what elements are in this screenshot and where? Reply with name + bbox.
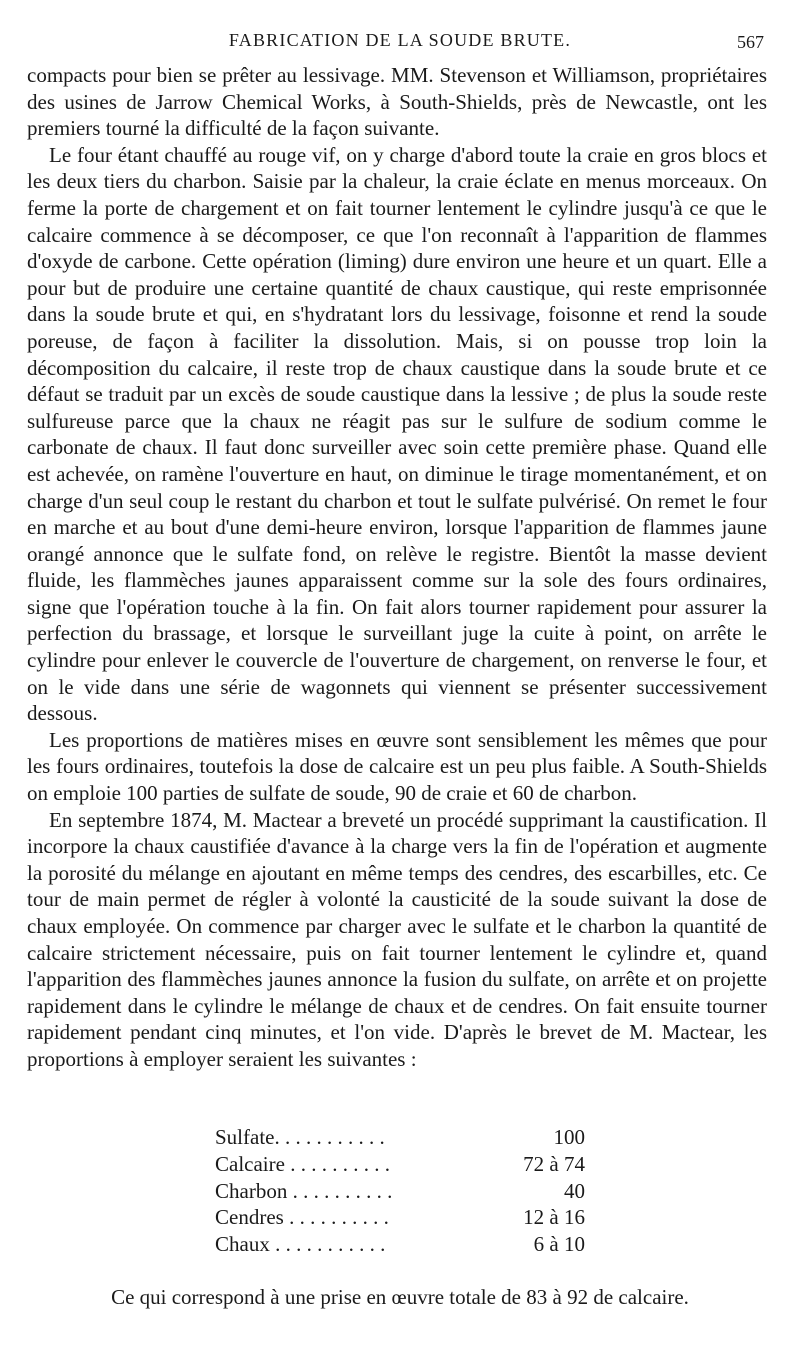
running-title: FABRICATION DE LA SOUDE BRUTE. bbox=[228, 30, 572, 50]
table-row bbox=[215, 1204, 585, 1231]
paragraph: Le four étant chauffé au rouge vif, on y charge d'abord toute la craie en gros blocs et les deux tiers du charbon. Saisie par la chaleur, la craie éclate en menus morceaux. On ferme la porte de chargement et on fait tourner lentement le cylindre jusqu'à ce que le calcaire commence à se décomposer, ce que l'on reconnaît à l'apparition de flammes d'oxyde de carbone. Cette opération (liming) dure environ une heure et un quart. Elle a pour but de produire une certaine quantité de chaux caustique, qui reste emprisonnée dans la soude brute et qui, en s'hydratant lors du lessivage, foisonne et rend la soude poreuse, de façon à faciliter la dissolution. Mais, si on pousse trop loin la décomposition du calcaire, il reste trop de chaux caustique dans la soude brute et ce défaut se traduit par un excès de soude caustique dans la lessive ; de plus la soude reste sulfureuse parce que la chaux ne réagit pas sur le sulfure de sodium comme le carbonate de chaux. Il faut donc surveiller avec soin cette première phase. Quand elle est achevée, on ramène l'ouverture en haut, on diminue le tirage momentanément, et on charge d'un seul coup le restant du charbon et tout le sulfate pulvérisé. On remet le four en marche et au bout d'une demi-heure environ, lorsque l'apparition de flammes jaune orangé annonce que le sulfate fond, on relève le registre. Bientôt la masse devient fluide, les flammèches jaunes apparaissent comme sur la sole des fours ordinaires, signe que l'opération touche à la fin. On fait alors tourner rapidement pour assurer la perfection du brassage, et lorsque le surveillant juge la cuite à point, on arrête le cylindre pour enlever le couvercle de l'ouverture de chargement, on renverse le four, et on le vide dans une série de wagonnets qui viennent se présenter successivement dessous. bbox=[27, 142, 767, 726]
ingredient-name: Calcaire . . . . . . . . . . bbox=[215, 1151, 390, 1176]
page-number: 567 bbox=[737, 32, 764, 52]
ingredient-value: 12 à 16 bbox=[523, 1205, 585, 1230]
table-row bbox=[215, 1151, 585, 1178]
table-row bbox=[215, 1231, 585, 1258]
ingredient-name: Chaux . . . . . . . . . . . bbox=[215, 1232, 386, 1257]
proportions-table bbox=[215, 1124, 585, 1258]
ingredient-name: Charbon . . . . . . . . . . bbox=[215, 1178, 393, 1203]
table-row bbox=[215, 1124, 585, 1151]
ingredient-value: 72 à 74 bbox=[523, 1151, 585, 1176]
body-text bbox=[27, 62, 767, 1073]
ingredient-value: 40 bbox=[564, 1178, 585, 1203]
paragraph: compacts pour bien se prêter au lessivage. MM. Stevenson et Williamson, propriétaires des usines de Jarrow Chemical Works, à South-Shields, près de Newcastle, ont les premiers tourné la difficulté de la façon suivante. bbox=[27, 63, 767, 141]
ingredient-value: 100 bbox=[553, 1125, 585, 1149]
paragraph: Les proportions de matières mises en œuvre sont sensiblement les mêmes que pour les fours ordinaires, toutefois la dose de calcaire est un peu plus faible. A South-Shields on emploie 100 parties de sulfate de soude, 90 de craie et 60 de charbon. bbox=[27, 727, 767, 806]
page-header bbox=[0, 28, 800, 58]
ingredient-name: Sulfate. . . . . . . . . . . bbox=[215, 1125, 385, 1149]
paragraph: En septembre 1874, M. Mactear a breveté un procédé supprimant la caustification. Il incorpore la chaux caustifiée d'avance à la charge vers la fin de l'opération et augmente la porosité du mélange en ajoutant en même temps des cendres, des escarbilles, etc. Ce tour de main permet de régler à volonté la causticité de la soude suivant la dose de chaux employée. On commence par charger avec le sulfate et le charbon la quantité de calcaire strictement nécessaire, puis on fait tourner lentement le cylindre et, quand l'apparition des flammèches jaunes annonce la fusion du sulfate, on arrête et on projette rapidement dans le cylindre le mélange de chaux et de cendres. On fait ensuite tourner rapidement pendant cinq minutes, et l'on vide. D'après le brevet de M. Mactear, les proportions à employer seraient les suivantes : bbox=[27, 807, 767, 1071]
closing-sentence: Ce qui correspond à une prise en œuvre totale de 83 à 92 de calcaire. bbox=[111, 1285, 689, 1309]
ingredient-name: Cendres . . . . . . . . . . bbox=[215, 1205, 389, 1230]
ingredient-value: 6 à 10 bbox=[533, 1232, 585, 1257]
table-row bbox=[215, 1178, 585, 1205]
